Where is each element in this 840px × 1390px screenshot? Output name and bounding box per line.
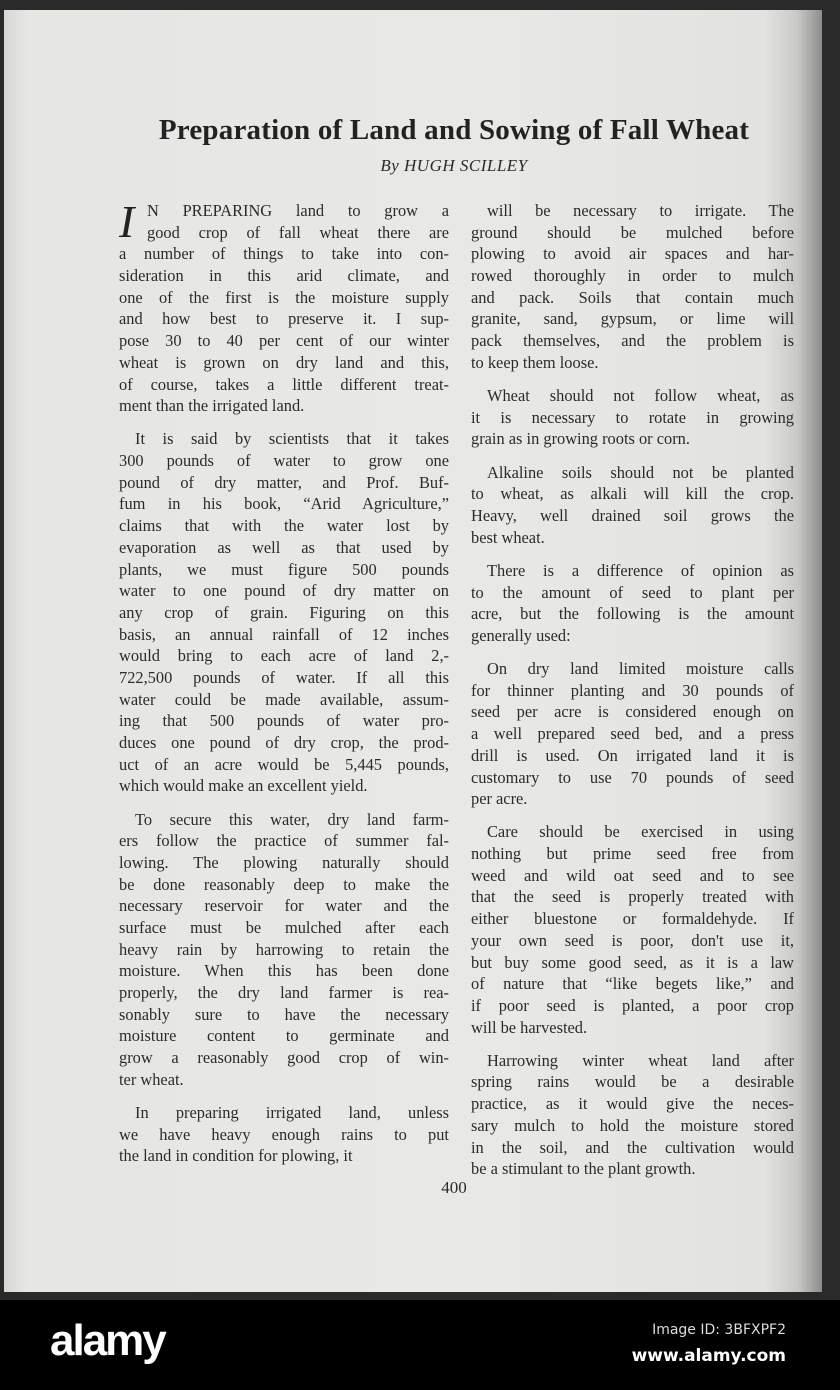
text-line: water could be made available, assum- [119, 689, 449, 709]
text-line: Heavy, well drained soil grows the [471, 505, 794, 525]
text-line: sary mulch to hold the moisture stored [471, 1115, 794, 1135]
text-line: ers follow the practice of summer fal- [119, 831, 449, 851]
text-line: uct of an acre would be 5,445 pounds, [119, 754, 449, 774]
text-line: weed and wild oat seed and to see [471, 865, 794, 885]
text-line: a number of things to take into con- [119, 244, 449, 264]
text-line: and pack. Soils that contain much [471, 287, 794, 307]
text-line: basis, an annual rainfall of 12 inches [119, 624, 449, 644]
text-line: best wheat. [471, 527, 545, 547]
text-line: would bring to each acre of land 2,- [119, 646, 449, 666]
watermark-footer [0, 1300, 840, 1390]
text-line: pound of dry matter, and Prof. Buf- [119, 472, 449, 492]
paragraph [471, 560, 794, 647]
text-line: It is said by scientists that it takes [135, 429, 449, 449]
image-id: Image ID: 3BFXPF2 [652, 1322, 786, 1338]
text-line: 722,500 pounds of water. If all this [119, 667, 449, 687]
paragraph [471, 385, 794, 450]
text-line: ment than the irrigated land. [119, 396, 305, 416]
paper-sheet [4, 10, 822, 1292]
text-line: evaporation as well as that used by [119, 537, 449, 557]
text-line: surface must be mulched after each [119, 918, 449, 937]
text-line: to the amount of seed to plant per [471, 582, 794, 602]
text-line: grow a reasonably good crop of win- [119, 1048, 449, 1068]
text-line: to wheat, as alkali will kill the crop. [471, 484, 794, 504]
text-line: ter wheat. [119, 1069, 184, 1089]
text-line: water to one pound of dry matter on [119, 581, 449, 601]
text-line: but buy some good seed, as it is a law [471, 952, 794, 972]
paragraph [471, 821, 794, 1038]
text-line: customary to use 70 pounds of seed [471, 767, 794, 787]
text-line: of course, takes a little different treat- [119, 374, 449, 394]
text-line: claims that with the water lost by [119, 516, 449, 536]
text-line: N PREPARING land to grow a [147, 201, 449, 220]
text-line: wheat is grown on dry land and this, [119, 352, 449, 372]
text-line: spring rains would be a desirable [471, 1072, 794, 1092]
text-line: if poor seed is planted, a poor crop [471, 995, 794, 1015]
paragraph [471, 200, 794, 374]
text-line: practice, as it would give the neces- [471, 1094, 794, 1114]
text-line: acre, but the following is the amount [471, 604, 794, 624]
text-line: rowed thoroughly in order to mulch [471, 266, 794, 286]
text-line: generally used: [471, 625, 571, 645]
text-line: the land in condition for plowing, it [119, 1146, 353, 1166]
text-line: plants, we must figure 500 pounds [119, 559, 449, 579]
text-line: duces one pound of dry crop, the prod- [119, 733, 449, 752]
text-line: sideration in this arid climate, and [119, 266, 449, 286]
text-line: To secure this water, dry land farm- [135, 809, 449, 829]
text-line: drill is used. On irrigated land it is [471, 745, 794, 765]
text-line: one of the first is the moisture supply [119, 287, 449, 307]
text-line: moisture. When this has been done [119, 961, 449, 981]
text-line: sonably sure to have the necessary [119, 1004, 449, 1024]
text-line: fum in his book, “Arid Agriculture,” [119, 494, 449, 514]
page-number: 400 [441, 1178, 467, 1197]
article-byline: By HUGH SCILLEY [380, 156, 528, 175]
text-line: properly, the dry land farmer is rea- [119, 983, 449, 1003]
text-line: your own seed is poor, don't use it, [471, 930, 794, 950]
text-line: ground should be mulched before [471, 222, 794, 242]
left-column [119, 196, 449, 1179]
text-line: and how best to preserve it. I sup- [119, 309, 449, 329]
text-line: in the soil, and the cultivation would [471, 1137, 794, 1157]
text-line: Harrowing winter wheat land after [487, 1050, 794, 1070]
paragraph [471, 462, 794, 549]
alamy-logo: alamy [50, 1316, 165, 1365]
text-line: pack themselves, and the problem is [471, 331, 794, 351]
text-line: be done reasonably deep to make the [119, 874, 449, 894]
paragraph [119, 196, 449, 417]
paragraph [119, 1102, 449, 1167]
text-line: moisture content to germinate and [119, 1026, 449, 1046]
text-line: will be necessary to irrigate. The [487, 201, 794, 220]
text-line: pose 30 to 40 per cent of our winter [119, 331, 449, 351]
text-line: nothing but prime seed free from [471, 844, 794, 864]
text-line: Care should be exercised in using [487, 822, 794, 842]
text-line: lowing. The plowing naturally should [119, 852, 449, 872]
text-line: plowing to avoid air spaces and har- [471, 244, 794, 264]
text-line: it is necessary to rotate in growing [471, 407, 794, 427]
article-title: Preparation of Land and Sowing of Fall Wheat [158, 114, 750, 146]
text-line: There is a difference of opinion as [487, 560, 794, 580]
text-line: that the seed is properly treated with [471, 887, 794, 907]
text-line: ing that 500 pounds of water pro- [119, 711, 449, 731]
text-line: which would make an excellent yield. [119, 776, 368, 796]
text-line: per acre. [471, 789, 528, 809]
text-line: a well prepared seed bed, and a press [471, 724, 794, 744]
text-line: we have heavy enough rains to put [119, 1124, 449, 1144]
right-column [471, 200, 794, 1191]
text-line: Wheat should not follow wheat, as [487, 386, 794, 405]
text-line: heavy rain by harrowing to retain the [119, 939, 449, 959]
text-line: any crop of grain. Figuring on this [119, 602, 449, 622]
site-url: www.alamy.com [631, 1346, 786, 1366]
paragraph [471, 658, 794, 810]
drop-cap: I [119, 196, 135, 247]
text-line: be a stimulant to the plant growth. [471, 1159, 696, 1179]
text-line: In preparing irrigated land, unless [135, 1103, 449, 1122]
paragraph [119, 428, 449, 797]
text-line: good crop of fall wheat there are [147, 222, 449, 242]
paragraph [471, 1050, 794, 1180]
text-line: necessary reservoir for water and the [119, 896, 449, 916]
text-line: to keep them loose. [471, 352, 599, 372]
text-line: of nature that “like begets like,” and [471, 974, 794, 994]
text-line: seed per acre is considered enough on [471, 702, 794, 722]
text-line: will be harvested. [471, 1017, 588, 1037]
text-line: for thinner planting and 30 pounds of [471, 680, 794, 700]
text-line: grain as in growing roots or corn. [471, 429, 690, 449]
text-line: 300 pounds of water to grow one [119, 451, 449, 471]
text-line: Alkaline soils should not be planted [487, 462, 794, 482]
text-line: On dry land limited moisture calls [487, 659, 794, 679]
paragraph [119, 809, 449, 1091]
text-line: either bluestone or formaldehyde. If [471, 909, 794, 929]
text-line: granite, sand, gypsum, or lime will [471, 309, 794, 329]
